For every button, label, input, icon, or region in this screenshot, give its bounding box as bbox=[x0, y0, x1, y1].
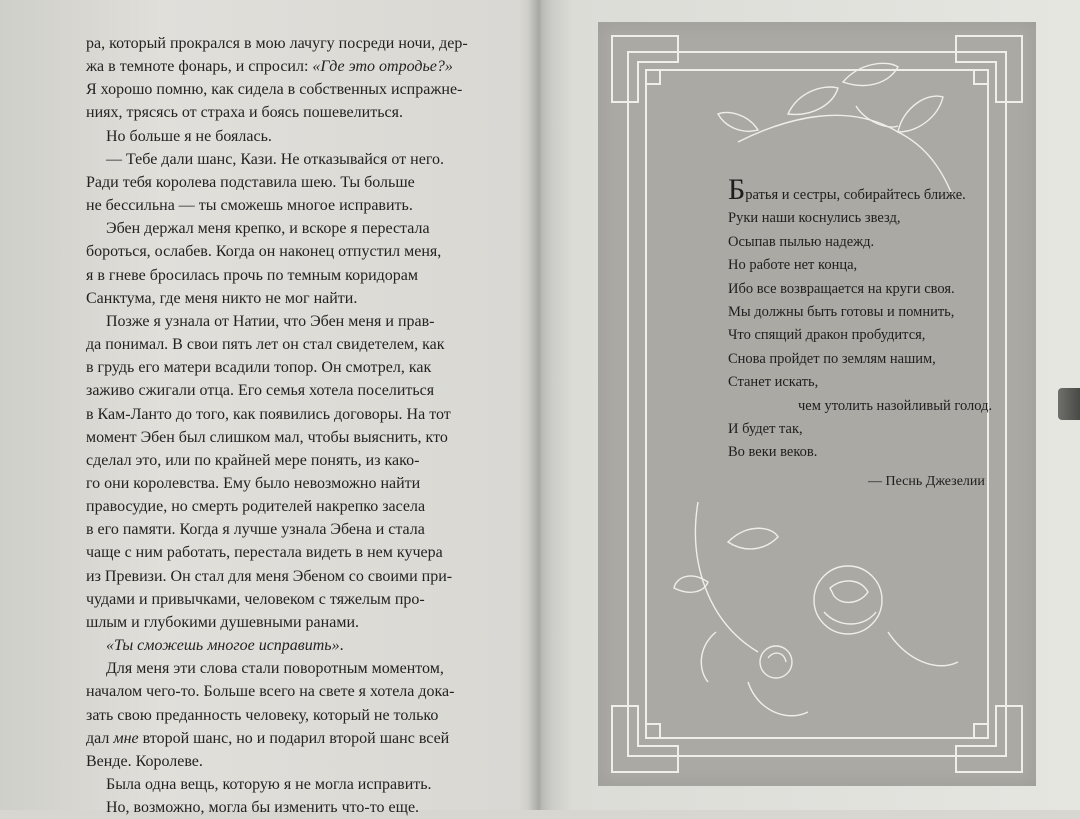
poem-line: Осыпав пылью надежд. bbox=[728, 233, 875, 250]
text-line: Эбен держал меня крепко, и вскоре я перестала bbox=[106, 220, 430, 238]
poem bbox=[728, 173, 1048, 465]
text-line: зать свою преданность человеку, который не только bbox=[86, 706, 439, 724]
text-line: заживо сжигали отца. Его семья хотела поселиться bbox=[86, 382, 435, 400]
poem-line: Мы должны быть готовы и помнить, bbox=[728, 304, 955, 321]
rose-ornament bbox=[674, 502, 958, 716]
text-line: Но, возможно, могла бы изменить что-то еще. bbox=[106, 799, 420, 817]
text-line: го они королевства. Ему было невозможно найти bbox=[86, 474, 421, 492]
poem-line: Ибо все возвращается на круги своя. bbox=[728, 280, 955, 297]
text-line: чудами и привычками, человеком с тяжелым про- bbox=[86, 590, 425, 608]
pen-object bbox=[1058, 388, 1080, 420]
left-page-text bbox=[86, 32, 482, 819]
poem-line: Но работе нет конца, bbox=[728, 257, 858, 274]
poem-line: Братья и сестры, собирайтесь ближе. bbox=[728, 173, 966, 206]
right-page bbox=[545, 0, 1080, 810]
text-line: Венде. Королеве. bbox=[86, 752, 203, 770]
text-line: — Тебе дали шанс, Кази. Не отказывайся от него. bbox=[106, 150, 444, 168]
text-line: Была одна вещь, которую я не могла исправить. bbox=[106, 776, 432, 793]
poem-line: И будет так, bbox=[728, 421, 803, 438]
text-line: Я хорошо помню, как сидела в собственных испражне- bbox=[86, 81, 463, 99]
text-line: шлым и глубокими душевными ранами. bbox=[86, 613, 359, 631]
text-line: в Кам-Ланто до того, как появились договоры. На тот bbox=[86, 405, 451, 423]
text-line: Ради тебя королева подставила шею. Ты больше bbox=[86, 173, 415, 191]
text-line: чаще с ним работать, перестала видеть в нем кучера bbox=[86, 544, 443, 562]
poem-line: Что спящий дракон пробудится, bbox=[728, 327, 926, 344]
poem-attribution: — Песнь Джезелии bbox=[868, 474, 985, 489]
text-line: не бессильна — ты сможешь многое исправить. bbox=[86, 197, 413, 215]
poem-line: Станет искать, bbox=[728, 374, 819, 391]
text-line: Санктума, где меня никто не мог найти. bbox=[86, 289, 358, 307]
text-line: Но больше я не боялась. bbox=[106, 127, 272, 145]
text-line: Позже я узнала от Натии, что Эбен меня и прав- bbox=[106, 312, 435, 330]
poem-line: Снова пройдет по землям нашим, bbox=[728, 350, 936, 367]
text-line: ниях, трясясь от страха и боясь пошевелиться. bbox=[86, 104, 403, 122]
text-line: в грудь его матери всадили топор. Он смотрел, как bbox=[86, 359, 432, 377]
text-line: жа в темноте фонарь, и спросил: «Где это отродье?» bbox=[86, 58, 453, 76]
text-line: из Превизи. Он стал для меня Эбеном со своими при- bbox=[86, 567, 453, 585]
drop-cap: Б bbox=[728, 173, 746, 206]
text-line: Для меня эти слова стали поворотным моментом, bbox=[106, 660, 444, 678]
poem-line: чем утолить назойливый голод. bbox=[798, 397, 993, 414]
text-line: сделал это, или по крайней мере понять, из како- bbox=[86, 451, 420, 469]
text-line: да понимал. В свои пять лет он стал свидетелем, как bbox=[86, 336, 445, 354]
left-page bbox=[0, 0, 530, 817]
text-line: ра, который прокрался в мою лачугу посреди ночи, дер- bbox=[86, 35, 468, 52]
poem-line: Во веки веков. bbox=[728, 444, 818, 461]
text-line: момент Эбен был слишком мал, чтобы выяснить, кто bbox=[86, 428, 448, 446]
text-line: «Ты сможешь многое исправить». bbox=[106, 637, 344, 655]
text-line: в его памяти. Когда я лучше узнала Эбена и стала bbox=[86, 521, 425, 539]
text-line: правосудие, но смерть родителей накрепко засела bbox=[86, 498, 426, 516]
text-line: дал мне второй шанс, но и подарил второй шанс всей bbox=[86, 729, 450, 747]
top-leaf-ornament bbox=[718, 63, 953, 197]
text-line: началом чего-то. Больше всего на свете я хотела дока- bbox=[86, 683, 455, 701]
epigraph-plate bbox=[598, 22, 1036, 786]
poem-line: Руки наши коснулись звезд, bbox=[728, 210, 901, 227]
text-line: бороться, ослабев. Когда он наконец отпустил меня, bbox=[86, 243, 442, 261]
text-line: я в гневе бросилась прочь по темным коридорам bbox=[86, 266, 418, 284]
